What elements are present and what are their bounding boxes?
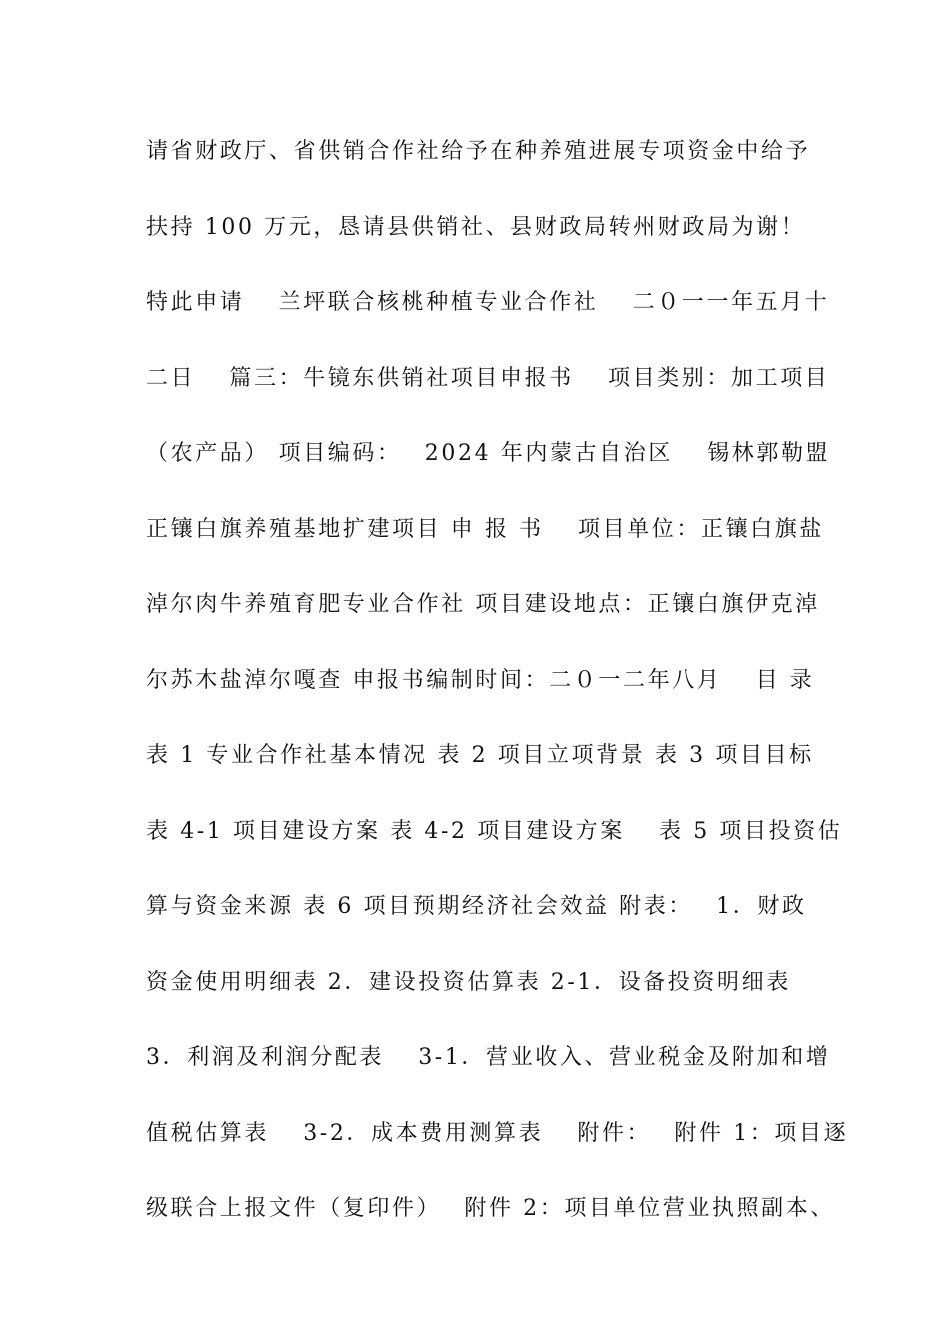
text-line: 特此申请 兰坪联合核桃种植专业合作社 二０一一年五月十 xyxy=(146,290,830,315)
text-line: 表 4-1 项目建设方案 表 4-2 项目建设方案 表 5 项目投资估 xyxy=(146,818,843,844)
text-line: 表 1 专业合作社基本情况 表 2 项目立项背景 表 3 项目目标 xyxy=(146,743,814,768)
text-line: 二日 篇三：牛镜东供销社项目申报书 项目类别：加工项目 xyxy=(146,365,830,391)
text-line: 级联合上报文件（复印件） 附件 2：项目单位营业执照副本、 xyxy=(146,1196,835,1221)
text-line: 扶持 100 万元，恳请县供销社、县财政局转州财政局为谢！ xyxy=(146,214,806,240)
text-line: 请省财政厅、省供销合作社给予在种养殖进展专项资金中给予 xyxy=(146,139,811,164)
text-line: 算与资金来源 表 6 项目预期经济社会效益 附表： 1．财政 xyxy=(146,894,807,919)
body-text xyxy=(146,132,849,1265)
text-line: 正镶白旗养殖基地扩建项目 申 报 书 项目单位：正镶白旗盐 xyxy=(146,516,824,542)
text-line: 资金使用明细表 2．建设投资估算表 2-1．设备投资明细表 xyxy=(146,969,791,995)
text-line: 3．利润及利润分配表 3-1．营业收入、营业税金及附加和增 xyxy=(146,1045,831,1070)
text-line: 尔苏木盐淖尔嘎查 申报书编制时间：二０一二年八月 目 录 xyxy=(146,667,815,693)
text-line: 值税估算表 3-2．成本费用测算表 附件： 附件 1：项目逐 xyxy=(146,1120,849,1146)
text-line: （农产品） 项目编码： 2024 年内蒙古自治区 锡林郭勒盟 xyxy=(146,441,831,466)
text-line: 淖尔肉牛养殖育肥专业合作社 项目建设地点：正镶白旗伊克淖 xyxy=(146,592,820,617)
